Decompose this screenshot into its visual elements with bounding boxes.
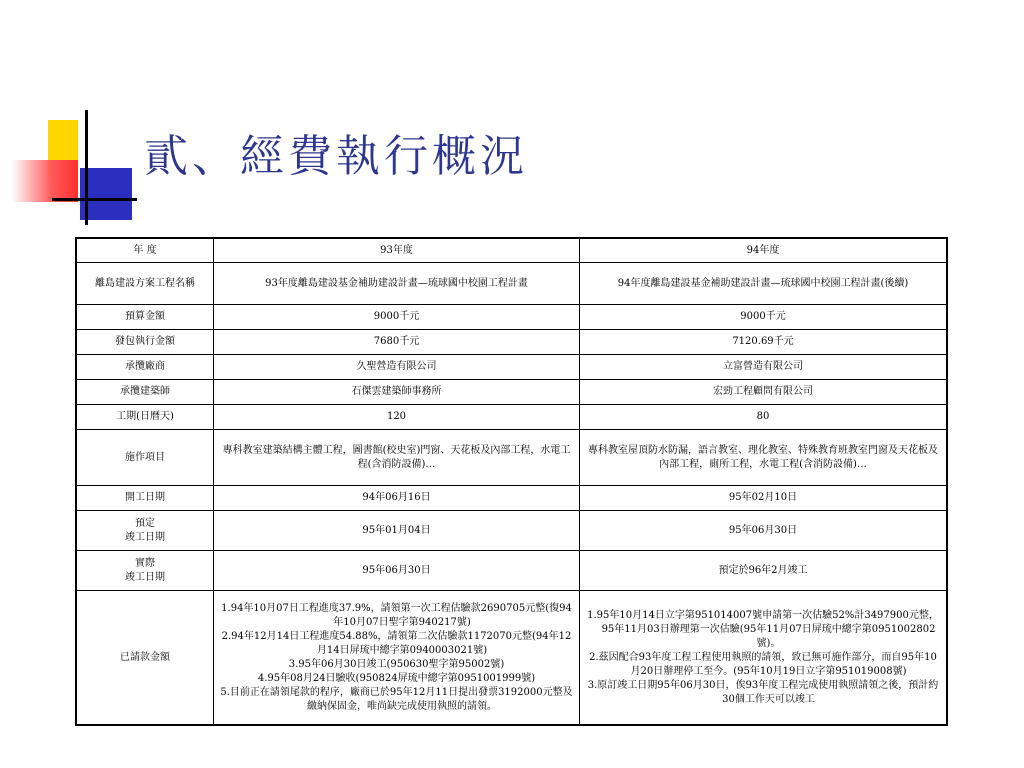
row-label-line1: 預定 <box>135 517 155 529</box>
row-label: 承攬廠商 <box>77 355 214 380</box>
cell-93: 7680千元 <box>214 330 580 355</box>
red-gradient-bar <box>12 160 78 202</box>
table-row <box>77 355 947 380</box>
list-item: 2.94年12月14日工程進度54.88%，請領第二次估驗款1172070元整(94年12月14日屏琉中總字第0940003021號) <box>221 630 572 656</box>
list-item: 5.目前正在請領尾款的程序，廠商已於95年12月11日提出發票3192000元整及繳納保固金，唯尚缺完成使用執照的請領。 <box>220 686 573 712</box>
cell-93: 95年06月30日 <box>214 551 580 591</box>
list-item: 3.原訂竣工日期95年06月30日，俟93年度工程完成使用執照請領之後，預計約30個工作天可以竣工 <box>587 679 939 705</box>
cell-94: 宏勁工程顧問有限公司 <box>580 380 947 405</box>
row-label: 預算金額 <box>77 305 214 330</box>
row-label-line2: 竣工日期 <box>125 571 165 583</box>
table-row <box>77 430 947 486</box>
table-row <box>77 380 947 405</box>
row-label: 工期(日曆天) <box>77 405 214 430</box>
header-94: 94年度 <box>580 239 947 263</box>
row-label: 開工日期 <box>77 486 214 511</box>
cell-94: 立富營造有限公司 <box>580 355 947 380</box>
list-item: 2.茲因配合93年度工程工程使用執照的請領，致已無可施作部分，而自95年10月20日辦理停工至今。(95年10月19日立字第951019008號) <box>589 651 937 677</box>
table-row <box>77 551 947 591</box>
list-item: 1.94年10月07日工程進度37.9%，請領第一次工程估驗款2690705元整(復94年10月07日聖字第940217號) <box>221 602 572 628</box>
row-label-line2: 竣工日期 <box>125 531 165 543</box>
table-row <box>77 305 947 330</box>
row-label-line1: 實際 <box>135 557 155 569</box>
list-item: 3.95年06月30日竣工(950630聖字第95002號) <box>288 658 505 670</box>
corner-decoration <box>0 0 140 230</box>
table-row <box>77 263 947 305</box>
table-row <box>77 511 947 551</box>
row-label: 發包執行金額 <box>77 330 214 355</box>
table-header-row <box>77 239 947 263</box>
cell-93: 專科教室建築結構主體工程，圖書館(校史室)門窗、天花板及內部工程，水電工程(含消防設備)… <box>214 430 580 486</box>
row-label: 施作項目 <box>77 430 214 486</box>
row-label <box>77 511 214 551</box>
cell-93: 120 <box>214 405 580 430</box>
vertical-rule <box>85 110 88 225</box>
list-item: 4.95年08月24日驗收(950824屏琉中總字第0951001999號) <box>257 672 536 684</box>
horizontal-rule <box>52 198 137 201</box>
header-year-label: 年 度 <box>77 239 214 263</box>
cell-94: 專科教室屋頂防水防漏，語言教室、理化教室、特殊教育班教室門窗及天花板及內部工程，廁所工程，水電工程(含消防設備)… <box>580 430 947 486</box>
row-label: 離島建設方案工程名稱 <box>77 263 214 305</box>
budget-table <box>76 238 947 725</box>
header-93: 93年度 <box>214 239 580 263</box>
cell-94: 94年度離島建設基金補助建設計畫—琉球國中校園工程計畫(後續) <box>580 263 947 305</box>
cell-93: 9000千元 <box>214 305 580 330</box>
row-label: 已請款金額 <box>77 591 214 725</box>
cell-94: 95年06月30日 <box>580 511 947 551</box>
cell-94: 預定於96年2月竣工 <box>580 551 947 591</box>
cell-94: 95年02月10日 <box>580 486 947 511</box>
table-row <box>77 330 947 355</box>
table-row <box>77 486 947 511</box>
cell-93: 94年06月16日 <box>214 486 580 511</box>
payments-93 <box>214 591 580 725</box>
cell-93: 石傑雲建築師事務所 <box>214 380 580 405</box>
table-row <box>77 405 947 430</box>
row-label <box>77 551 214 591</box>
cell-93: 95年01月04日 <box>214 511 580 551</box>
payments-row <box>77 591 947 725</box>
row-label: 承攬建築師 <box>77 380 214 405</box>
cell-94: 7120.69千元 <box>580 330 947 355</box>
list-item: 1.95年10月14日立字第951014007號申請第一次估驗52%計3497900元整，95年11月03日辦理第一次估驗(95年11月07日屏琉中總字第0951002802號)。 <box>587 609 939 649</box>
cell-93: 久聖營造有限公司 <box>214 355 580 380</box>
cell-94: 9000千元 <box>580 305 947 330</box>
cell-93: 93年度離島建設基金補助建設計畫—琉球國中校園工程計畫 <box>214 263 580 305</box>
cell-94: 80 <box>580 405 947 430</box>
slide-title: 貳、經費執行概況 <box>144 131 528 182</box>
payments-94 <box>580 591 947 725</box>
